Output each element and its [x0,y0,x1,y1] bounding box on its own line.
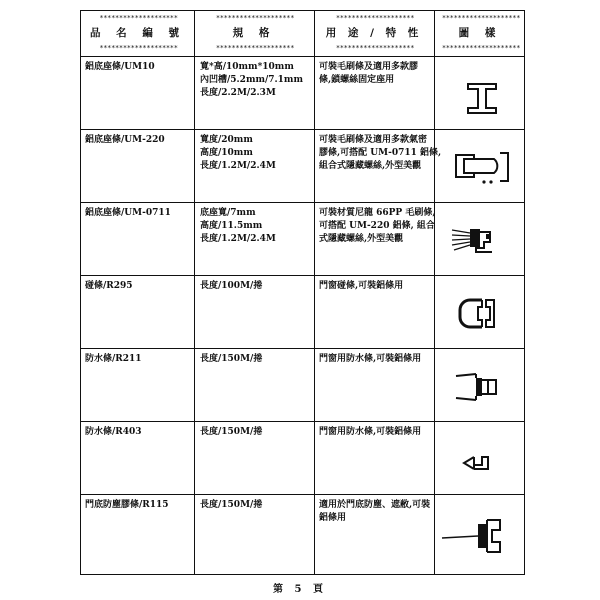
r403-profile-icon [434,421,526,494]
header-spec: 規 格 [232,27,276,39]
header-stars-bottom: ******************** [215,44,295,52]
usage-line: 可裝毛刷條及適用多款膠 [319,62,419,72]
r211-profile-icon [434,348,526,421]
product-usage [319,353,421,366]
header-stars-top: ******************** [441,14,521,22]
product-spec [200,499,262,512]
spec-line: 底座寬/7mm [200,208,256,218]
spec-line: 長度/150M/捲 [200,427,263,437]
spec-line: 長度/100M/捲 [200,281,263,291]
page-number: 第 5 頁 [273,584,327,595]
header-stars-bottom: ******************** [441,44,521,52]
product-name: 門底防塵膠條/R115 [85,500,169,510]
spec-line: 高度/11.5mm [200,221,263,231]
usage-line: 可裝材質尼龍 66PP 毛刷條, [319,208,436,218]
um0711-profile-icon [434,202,526,275]
spec-line: 寬*高/10mm*10mm [200,62,294,72]
usage-line: 式隱藏螺絲,外型美觀 [319,234,404,244]
product-name: 鋁底座條/UM-220 [85,135,165,145]
usage-line: 門窗用防水條,可裝鋁條用 [319,427,422,437]
header-usage: 用 途 / 特 性 [325,27,423,39]
spec-line: 長度/150M/捲 [200,354,263,364]
header-stars-bottom: ******************** [99,44,178,52]
usage-line: 組合式隱藏螺絲,外型美觀 [319,161,422,171]
header-stars-bottom: ******************** [335,44,415,52]
usage-line: 門窗碰條,可裝鋁條用 [319,281,404,291]
product-usage [319,499,430,525]
usage-line: 條,鎖螺絲固定座用 [319,75,395,85]
product-spec [200,426,262,439]
usage-line: 鋁條用 [319,513,347,523]
usage-line: 門窗用防水條,可裝鋁條用 [319,354,422,364]
spec-line: 長度/150M/捲 [200,500,263,510]
product-spec [200,134,276,173]
spec-line: 長度/2.2M/2.3M [200,88,276,98]
spec-line: 內凹槽/5.2mm/7.1mm [200,75,303,85]
spec-line: 高度/10mm [200,148,253,158]
product-table [80,10,525,575]
spec-line: 長度/1.2M/2.4M [200,234,276,244]
header-stars-top: ******************** [335,14,415,22]
um220-profile-icon [434,129,526,202]
product-usage [319,134,441,173]
usage-line: 可裝毛刷條及適用多款氣密 [319,135,428,145]
header-product-code: 品 名 編 號 [90,27,185,39]
product-usage [319,61,418,87]
column-divider [314,11,315,574]
column-divider [194,11,195,574]
product-name: 鋁底座條/UM-0711 [85,208,171,218]
usage-line: 可搭配 UM-220 鋁條, 組合 [319,221,435,231]
usage-line: 膠條,可搭配 UM-0711 鋁條, [319,148,442,158]
r115-profile-icon [434,494,526,576]
spec-line: 長度/1.2M/2.4M [200,161,276,171]
header-stars-top: ******************** [215,14,295,22]
product-usage [319,207,435,246]
header-drawing: 圖 樣 [458,27,502,39]
product-usage [319,426,421,439]
product-usage [319,280,403,293]
product-name: 防水條/R211 [85,354,142,364]
product-spec [200,207,276,246]
usage-line: 適用於門底防塵、遮敝,可裝 [319,500,431,510]
product-name: 鋁底座條/UM10 [85,62,155,72]
product-name: 防水條/R403 [85,427,142,437]
product-spec [200,353,262,366]
product-name: 碰條/R295 [85,281,133,291]
spec-line: 寬度/20mm [200,135,253,145]
r295-profile-icon [434,275,526,348]
product-spec [200,61,303,100]
header-stars-top: ******************** [99,14,178,22]
product-spec [200,280,262,293]
um10-profile-icon [434,56,526,129]
